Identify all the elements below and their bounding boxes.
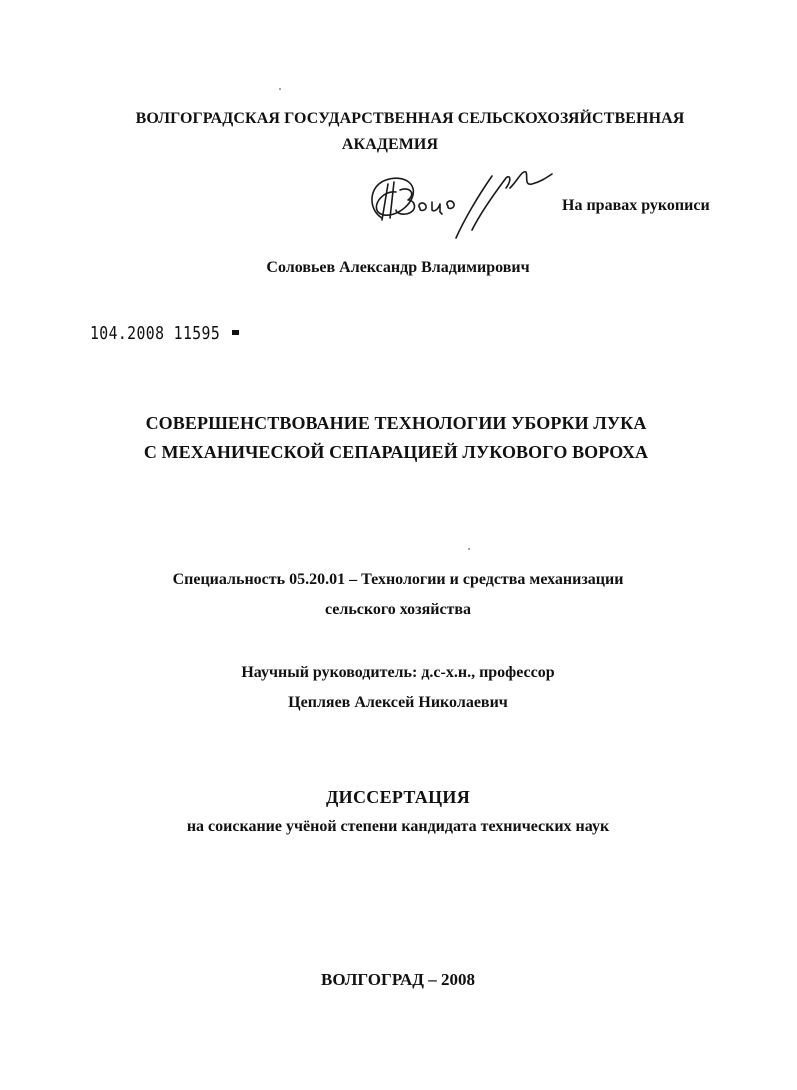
degree-line: на соискание учёной степени кандидата технических наук [186,818,610,835]
rights-note: На правах рукописи [562,197,710,214]
city-year: ВОЛГОГРАД – 2008 [321,970,475,989]
author-name: Соловьев Александр Владимирович [266,259,530,276]
scan-speck [468,548,470,550]
specialty-line2: сельского хозяйства [324,601,472,618]
handwritten-signature-icon [360,160,560,250]
dissertation-title-line1: СОВЕРШЕНСТВОВАНИЕ ТЕХНОЛОГИИ УБОРКИ ЛУКА [145,413,647,433]
institution-name-line1: ВОЛГОГРАДСКАЯ ГОСУДАРСТВЕННАЯ СЕЛЬСКОХОЗЯЙСТВЕННАЯ [135,110,685,127]
specialty-line1: Специальность 05.20.01 – Технологии и средства механизации [172,571,624,588]
document-type: ДИССЕРТАЦИЯ [325,787,470,807]
advisor-line1: Научный руководитель: д.с-х.н., профессор [241,664,555,681]
advisor-name: Цепляев Алексей Николаевич [288,694,508,711]
institution-name-line2: АКАДЕМИЯ [341,136,439,153]
stamp-mark [232,330,239,335]
scan-speck [279,88,281,90]
registration-number-stamp: 104.2008 11595 [90,323,221,344]
dissertation-title-line2: С МЕХАНИЧЕСКОЙ СЕПАРАЦИЕЙ ЛУКОВОГО ВОРОХА [143,442,649,462]
